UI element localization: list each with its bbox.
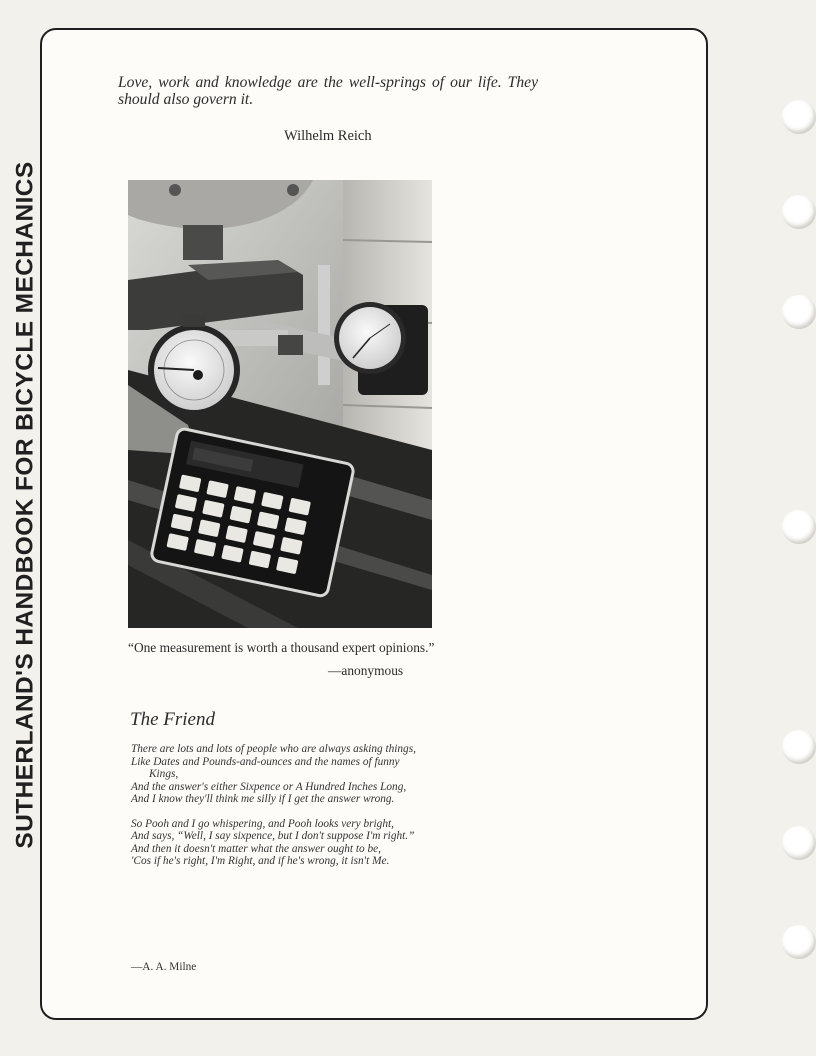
binder-hole	[782, 730, 816, 764]
poem-author: —A. A. Milne	[131, 961, 197, 973]
photo-caption: “One measurement is worth a thousand expert opinions.”	[128, 640, 435, 655]
binder-hole	[782, 100, 816, 134]
poem-line: 'Cos if he's right, I'm Right, and if he's wrong, it isn't Me.	[131, 855, 390, 867]
poem-line: So Pooh and I go whispering, and Pooh looks very bright,	[131, 817, 394, 830]
poem-line: And the answer's either Sixpence or A Hundred Inches Long,	[131, 780, 407, 793]
measurement-photo-illustration	[128, 180, 432, 628]
poem-stanza	[131, 818, 431, 868]
binder-hole	[782, 826, 816, 860]
poem-body	[131, 743, 431, 880]
epigraph-quote: Love, work and knowledge are the well-springs of our life. They should also govern it.	[118, 74, 538, 108]
poem-line: There are lots and lots of people who are always asking things,	[131, 743, 416, 755]
measurement-photo	[128, 180, 432, 628]
spine-title-text: SUTHERLAND'S HANDBOOK FOR BICYCLE MECHANICS	[12, 161, 40, 849]
epigraph-author: Wilhelm Reich	[284, 128, 372, 144]
binder-hole	[782, 195, 816, 229]
poem-line: Like Dates and Pounds-and-ounces and the names of funny Kings,	[131, 755, 400, 780]
binder-hole	[782, 295, 816, 329]
poem-line: And says, “Well, I say sixpence, but I don't suppose I'm right.”	[131, 830, 415, 842]
binder-hole	[782, 925, 816, 959]
poem-line: And then it doesn't matter what the answer ought to be,	[131, 842, 381, 855]
poem-stanza	[131, 743, 431, 806]
binder-hole	[782, 510, 816, 544]
poem-title: The Friend	[130, 709, 215, 730]
poem-line: And I know they'll think me silly if I get the answer wrong.	[131, 793, 395, 805]
photo-caption-author: —anonymous	[328, 663, 404, 678]
